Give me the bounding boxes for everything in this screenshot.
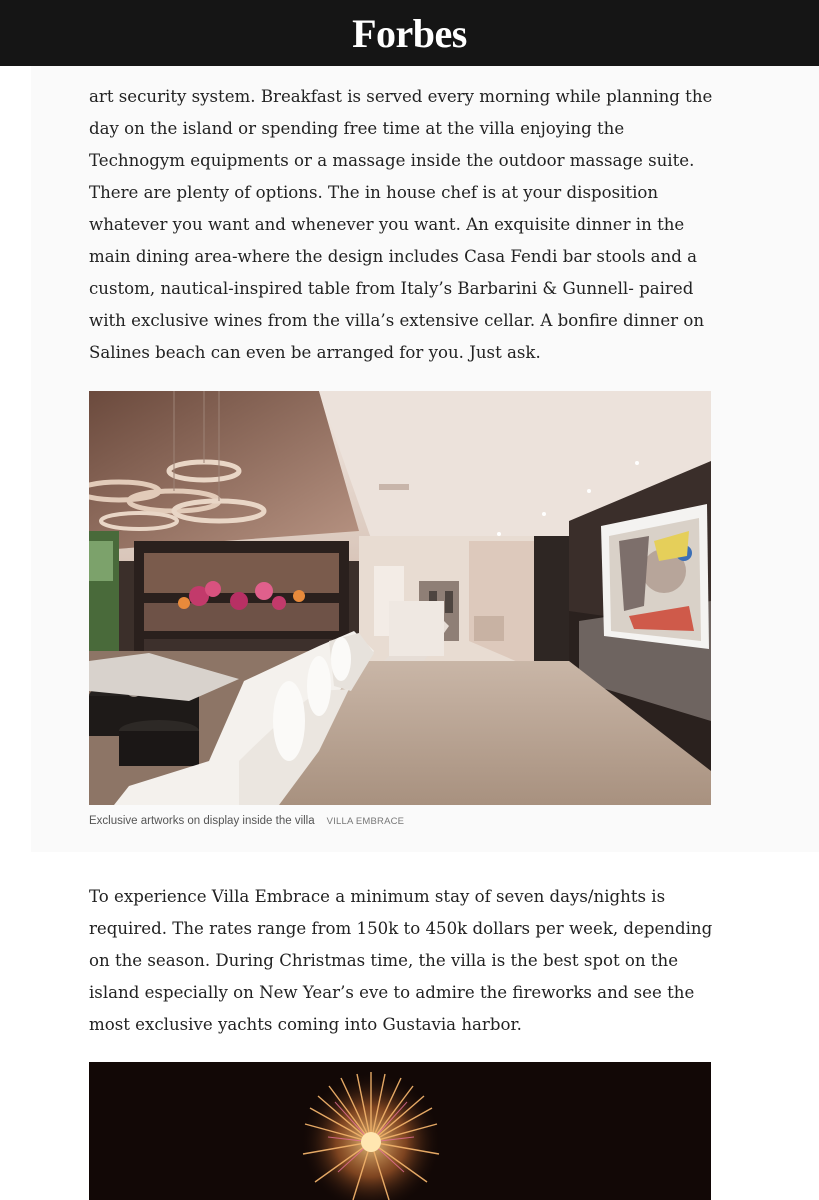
villa-interior-photo[interactable] (89, 391, 711, 805)
article-paragraph-1: art security system. Breakfast is served every morning while planning the day on the island or spending free time at the villa enjoying the Technogym equipments or a massage inside the outdoor massage suite. There are plenty of options. The in house chef is at your disposition whatever you want and whenever you want. An exquisite dinner in the main dining area-where the design includes Casa Fendi bar stools and a custom, nautical-inspired table from Italy’s Barbarini & Gunnell- paired with exclusive wines from the villa’s extensive cellar. A bonfire dinner on Salines beach can even be arranged for you. Just ask. (89, 87, 713, 362)
caption-text: Exclusive artworks on display inside the villa (89, 815, 315, 827)
photo-credit: VILLA EMBRACE (326, 816, 405, 827)
article-paragraph-2: To experience Villa Embrace a minimum stay of seven days/nights is required. The rates range from 150k to 450k dollars per week, depending on the season. During Christmas time, the villa is the best spot on the island especially on New Year’s eve to admire the fireworks and see the most exclusive yachts coming into Gustavia harbor. (89, 887, 713, 1034)
image-caption (89, 815, 404, 827)
fireworks-photo[interactable] (89, 1062, 711, 1200)
site-header (0, 0, 819, 66)
forbes-logo[interactable]: Forbes (352, 11, 467, 56)
